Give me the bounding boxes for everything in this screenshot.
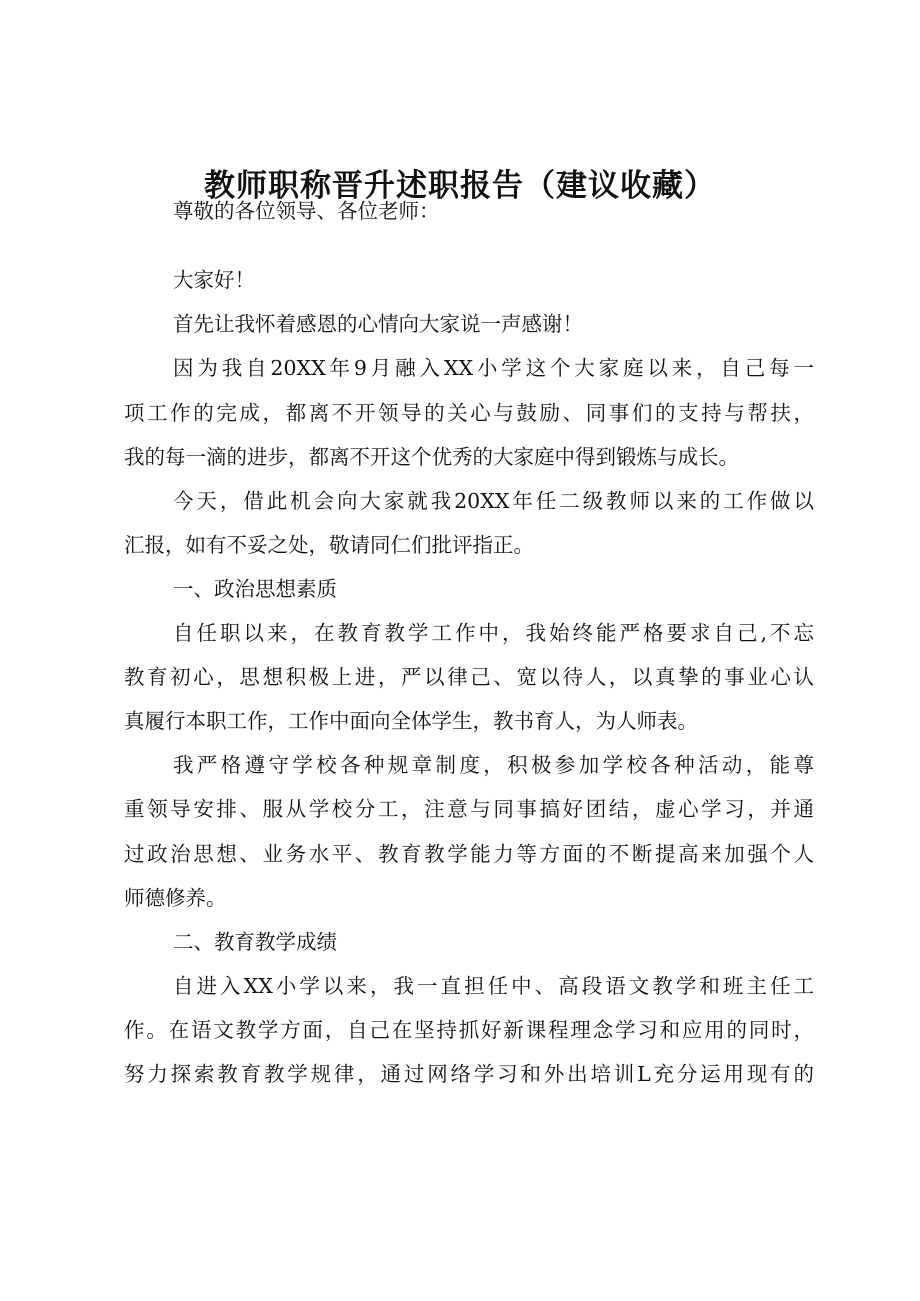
section-heading: 一、政治思想素质 xyxy=(173,577,337,601)
document-title: 教师职称晋升述职报告（建议收藏） xyxy=(204,168,716,204)
paragraph-line: 真履行本职工作，工作中面向全体学生，教书育人，为人师表。 xyxy=(124,709,698,733)
paragraph-line: 师德修养。 xyxy=(124,886,227,910)
paragraph-line: 重领导安排、服从学校分工，注意与同事搞好团结，虚心学习，并通 xyxy=(124,797,814,821)
paragraph-line: 教育初心，思想积极上进，严以律己、宽以待人，以真挚的事业心认 xyxy=(124,665,814,689)
paragraph-line: 汇报，如有不妥之处，敬请同仁们批评指正。 xyxy=(124,533,534,557)
paragraph-line: 我严格遵守学校各种规章制度，积极参加学校各种活动，能尊 xyxy=(173,753,814,777)
section-heading: 二、教育教学成绩 xyxy=(173,930,337,954)
paragraph-line: 自进入XX小学以来，我一直担任中、高段语文教学和班主任工 xyxy=(173,974,814,998)
paragraph-line: 因为我自20XX年9月融入XX小学这个大家庭以来，自己每一 xyxy=(173,356,814,380)
paragraph-line: 作。在语文教学方面，自己在坚持抓好新课程理念学习和应用的同时， xyxy=(124,1018,814,1042)
paragraph-line: 过政治思想、业务水平、教育教学能力等方面的不断提高来加强个人 xyxy=(124,842,814,866)
paragraph-line: 努力探索教育教学规律，通过网络学习和外出培训L充分运用现有的 xyxy=(124,1062,814,1086)
paragraph-line: 今天，借此机会向大家就我20XX年任二级教师以来的工作做以 xyxy=(173,489,814,513)
paragraph-line: 我的每一滴的进步，都离不开这个优秀的大家庭中得到锻炼与成长。 xyxy=(124,445,739,469)
salutation: 尊敬的各位领导、各位老师： xyxy=(173,199,440,223)
paragraph-line: 自任职以来，在教育教学工作中，我始终能严格要求自己,不忘 xyxy=(173,621,814,645)
paragraph-line: 项工作的完成，都离不开领导的关心与鼓励、同事们的支持与帮扶， xyxy=(124,401,814,425)
greeting: 大家好！ xyxy=(173,268,255,292)
paragraph-line: 首先让我怀着感恩的心情向大家说一声感谢！ xyxy=(173,312,583,336)
